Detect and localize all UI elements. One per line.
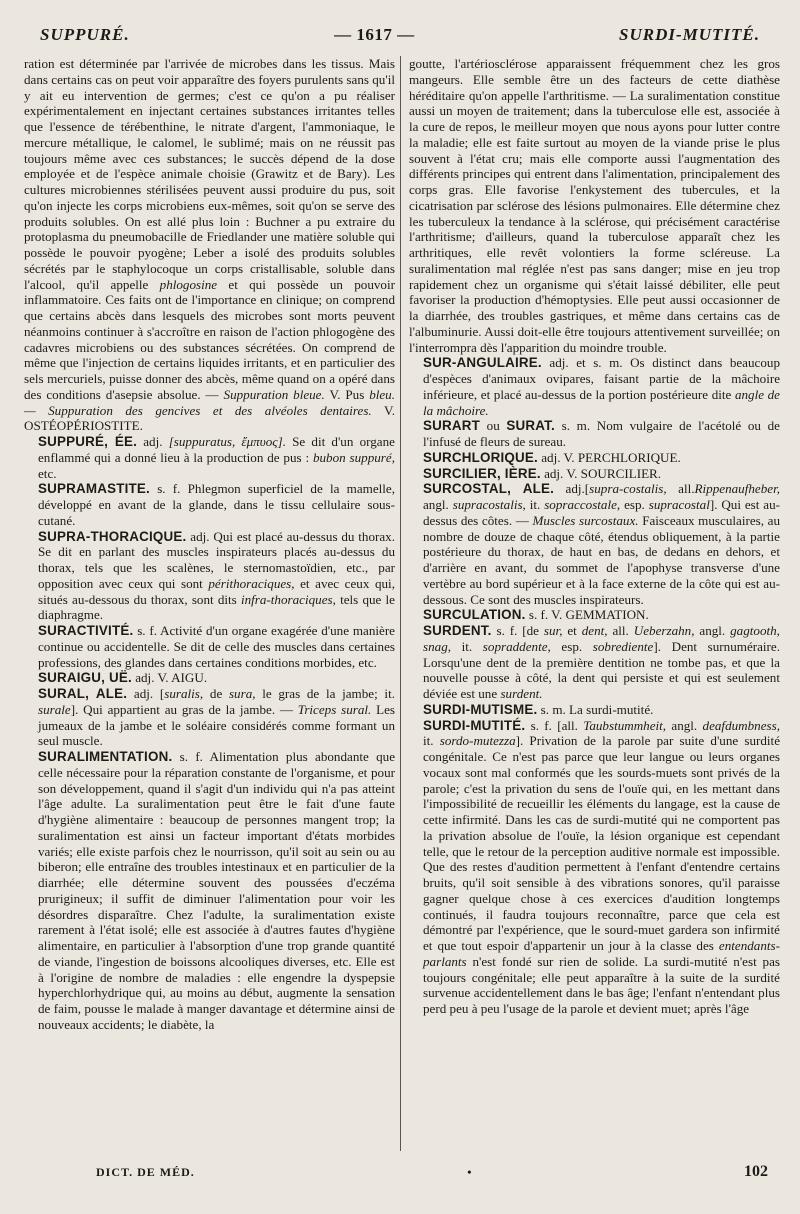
- entry-suppure: SUPPURÉ, ÉE. adj. [suppuratus, ἔμπυος]. Se dit d'un organe enflammé qui a donné lieu à la production de pus : bubon suppuré, etc.: [38, 434, 395, 481]
- headword: SURALIMENTATION.: [38, 749, 173, 764]
- headword: SURCULATION.: [423, 607, 526, 623]
- entry-sur-angulaire: SUR-ANGULAIRE. adj. et s. m. Os distinct dans beaucoup d'espèces d'animaux ovipares, faisant partie de la mâchoire inférieure, et placé au-dessus de la portion postérieure dite angle de la mâchoire.: [423, 355, 780, 418]
- headword: SUPRAMASTITE.: [38, 481, 150, 497]
- headword: SURCILIER, IÈRE.: [423, 465, 541, 481]
- headword: SURDI-MUTITÉ.: [423, 717, 526, 733]
- entry-suralimentation: SURALIMENTATION. s. f. Alimentation plus abondante que celle nécessaire pour la réparation constante de l'organisme, et pour son développement, quand il s'agit d'un individu qui n'a pas atteint l'âge adulte. La suralimentation peut être le fait d'une faute d'hygiène alimentaire : beaucoup de personnes mangent trop; la suralimentation est ainsi un facteur important d'états morbides variés; elle existe parfois chez le nourrisson, qu'il soit au sein ou au biberon; elle entraîne des troubles intestinaux et en particulier de la diarrhée; elle détermine souvent des poussées d'eczéma prurigineux; il suffit de diminuer l'alimentation pour voir les désordres disparaître. Chez l'adulte, la suralimentation existe rarement à l'état isolé; elle est associée à d'autres fautes d'hygiène alimentaire, en particulier à l'absorption d'une trop grande quantité de viande, l'ingestion de boissons alcooliques diverses, etc. Elle est à l'origine de nombre de maladies : elle engendre la dyspepsie hyperchlorhydrique qui, au moins au début, augmente la sensation de faim, pousse le malade à manger davantage et détermine ainsi de nouveaux accidents; le diabète, la: [38, 749, 395, 1032]
- headword: SURDI-MUTISME.: [423, 701, 538, 717]
- text-columns: [24, 56, 780, 1156]
- running-head-left: SUPPURÉ.: [40, 25, 130, 44]
- headword: SUR-ANGULAIRE.: [423, 355, 542, 371]
- folio-number: 102: [743, 1163, 768, 1180]
- entry-surart: SURART ou SURAT. s. m. Nom vulgaire de l'acétolé ou de l'infusé de fleurs de sureau.: [423, 418, 780, 449]
- signature-mark: DICT. DE MÉD.: [96, 1164, 195, 1179]
- running-head: [40, 22, 760, 48]
- headword: SUPPURÉ, ÉE.: [38, 434, 138, 449]
- entry-surcilier: SURCILIER, IÈRE. adj. V. SOURCILIER.: [423, 465, 662, 481]
- headword: SURART: [423, 418, 480, 434]
- footer-bullet: •: [467, 1164, 472, 1179]
- right-column: [409, 56, 780, 1156]
- headword: SURAIGU, UË.: [38, 670, 132, 686]
- entry-suraigu: SURAIGU, UË. adj. V. AIGU.: [38, 670, 208, 686]
- page-footer: [96, 1160, 776, 1184]
- paragraph-suralimentation-cont: goutte, l'artériosclérose apparaissent fréquemment chez les gros mangeurs. Elle semble être un des facteurs de cette diathèse héréditaire qu'on appelle l'arthritisme. — La suralimentation constitue aussi un moyen de traitement; dans la tuberculose elle est, associée à la cure de repos, le meilleur moyen que nous ayons pour lutter contre la maladie; elle est faite surtout au moyen de la viande prise le plus souvent à l'état cru; mais elle comporte aussi l'augmentation des différents principes qui entrent dans l'alimentation, principalement des corps gras. Elle favorise l'enkystement des tubercules, et la cicatrisation par sclérose des lésions pulmonaires. Elle détermine chez les tuberculeux la tendance à la sclérose, qui précisément caractérise l'arthritisme; d'ailleurs, quand la tuberculose apparaît chez les arthritiques, elle revêt volontiers la forme scléreuse. La suralimentation mal réglée n'est pas sans danger; mise en jeu trop rapidement chez un organisme qui s'était laissé débiliter, elle peut favoriser la production d'hémoptysies. Elle peut aussi occasionner de la diarrhée, des troubles gastriques, et même dans certains cas de l'albuminurie. Aussi doit-elle être toujours attentivement surveillée; on l'interrompra dès l'apparition du moindre trouble.: [409, 56, 780, 355]
- left-column: [24, 56, 395, 1156]
- entry-supra-thoracique: SUPRA-THORACIQUE. adj. Qui est placé au-dessus du thorax. Se dit en parlant des muscles inspirateurs placés au-dessus du thorax, tels que les scalènes, le sternomastoïdien, etc., par opposition avec ceux qui sont périthoraciques, et avec ceux qui, situés au-dessous du thorax, sont dits infra-thoraciques, tels que le diaphragme.: [38, 528, 395, 623]
- entry-sural: SURAL, ALE. adj. [suralis, de sura, le gras de la jambe; it. surale]. Qui appartient au gras de la jambe. — Triceps sural. Les jumeaux de la jambe et le soléaire considérés comme formant un seul muscle.: [38, 686, 395, 749]
- entry-surdent: SURDENT. s. f. [de sur, et dent, all. Ueberzahn, angl. gagtooth, snag, it. sopraddente, esp. sobrediente]. Dent surnuméraire. Lorsqu'une dent de la première dentition ne tombe pas, et que la nouvelle pousse à côté, la dent qui persiste et qui est seulement déviée est une surdent.: [423, 623, 780, 701]
- headword: SURAT.: [506, 418, 555, 434]
- entry-supramastite: SUPRAMASTITE. s. f. Phlegmon superficiel de la mamelle, développé en avant de la glande, dans le tissu cellulaire sous-cutané.: [38, 481, 395, 528]
- headword: SURDENT.: [423, 623, 492, 638]
- headword: SURCOSTAL, ALE.: [423, 481, 554, 497]
- headword: SURCHLORIQUE.: [423, 449, 538, 465]
- entry-surcostal: SURCOSTAL, ALE. adj.[supra-costalis, all.Rippenaufheber, angl. supracostalis, it. sopraccostale, esp. supracostal]. Qui est au-dessus des côtes. — Muscles surcostaux. Faisceaux musculaires, au nombre de douze de chaque côté, étendus obliquement, à la partie postérieure du thorax, de haut en bas, de dedans en dehors, et d'arrière en avant, du sommet de l'apophyse transverse d'une vertèbre au bord supérieur et à la face externe de la côte qui est au-dessous. Ce sont des muscles inspirateurs.: [423, 481, 780, 607]
- headword: SUPRA-THORACIQUE.: [38, 528, 187, 544]
- paragraph-suppuration-cont: ration est déterminée par l'arrivée de microbes dans les tissus. Mais dans certains cas on peut voir apparaître des foyers purulents sans qu'il y ait eu intervention de germes; c'est ce qu'on a pu réaliser expérimentalement en injectant certaines substances irritantes telles que l'essence de térébenthine, le nitrate d'argent, l'ammoniaque, le mercure métallique, le calomel, le sublimé; mais on ne réussit pas toujours même avec ces substances; le succès dépend de la dose employée et de l'espèce animale choisie (Grawitz et de Bary). Les cultures microbiennes stérilisées peuvent aussi produire du pus, soit qu'on injecte les corps microbiens eux-mêmes, soit qu'on se serve des produits solubles. On est allé plus loin : Buchner a pu extraire du protoplasma du pneumobacille de Friedlander une matière soluble qui possède le pouvoir pyogène; Leber a isolé des produits solubles sécrétés par le staphylocoque un corps cristallisable, soluble dans l'alcool, qu'il appelle phlogosine et qui possède un pouvoir inflammatoire. Ces faits ont de l'importance en clinique; on comprend que certains abcès dans lesquels des microbes sont morts peuvent néanmoins continuer à s'accroître en raison de l'action phlogogène des cadavres microbiens ou des substances sécrétées. On comprend de même que l'injection de certains liquides irritants, et en particulier des sels mercuriels, puisse donner des abcès, même quand on a opéré dans des conditions d'asepsie absolue. — Suppuration bleue. V. Pus bleu. — Suppuration des gencives et des alvéoles dentaires. V. OSTÉOPÉRIOSTITE.: [24, 56, 395, 434]
- page-number: — 1617 —: [334, 25, 415, 44]
- headword: SURACTIVITÉ.: [38, 623, 134, 638]
- headword: SURAL, ALE.: [38, 686, 128, 701]
- entry-surculation: SURCULATION. s. f. V. GEMMATION.: [423, 607, 649, 623]
- entry-surdi-mutite: SURDI-MUTITÉ. s. f. [all. Taubstummheit, angl. deafdumbness, it. sordo-mutezza]. Privation de la parole par suite d'une surdité congénitale. Ce n'est pas parce que leur langue ou leurs organes vocaux sont mal conformés que les sourds-muets sont privés de la parole; c'est la privation du sens de l'ouïe qui, en les mettant dans l'impossibilité de recueillir les éléments du langage, est la cause de cette infirmité. Dans les cas de surdi-mutité qui ne comportent pas la privation absolue de l'ouïe, la lésion organique est cependant telle, que le retour de la perception auditive normale est impossible. Que des restes d'audition permettent à l'enfant d'entendre certains bruits, qu'il soit sensible à des vibrations sonores, qu'il paraisse gagner quelque chose à ces exercices d'audition longtemps continués, il faudra toujours reconnaître, parce que cela est démontré par l'expérience, que le sourd-muet gardera son infirmité et que tout espoir d'appartenir un jour à la classe des entendants-parlants n'est fondé sur rien de solide. La surdi-mutité n'est pas toujours congénitale; elle peut apparaître à la suite de la surdité survenue accidentellement dans le bas âge; l'enfant n'entendant plus perd peu à peu l'usage de la parole et devient muet; après l'âge: [423, 717, 780, 1016]
- entry-surdi-mutisme: SURDI-MUTISME. s. m. La surdi-mutité.: [423, 701, 654, 717]
- entry-surchlorique: SURCHLORIQUE. adj. V. PERCHLORIQUE.: [423, 449, 681, 465]
- entry-suractivite: SURACTIVITÉ. s. f. Activité d'un organe exagérée d'une manière continue ou accidentelle. Se dit de celle des muscles dans certaines professions, des glandes dans certaines conditions morbides, etc.: [38, 623, 395, 670]
- running-head-right: SURDI-MUTITÉ.: [619, 25, 760, 44]
